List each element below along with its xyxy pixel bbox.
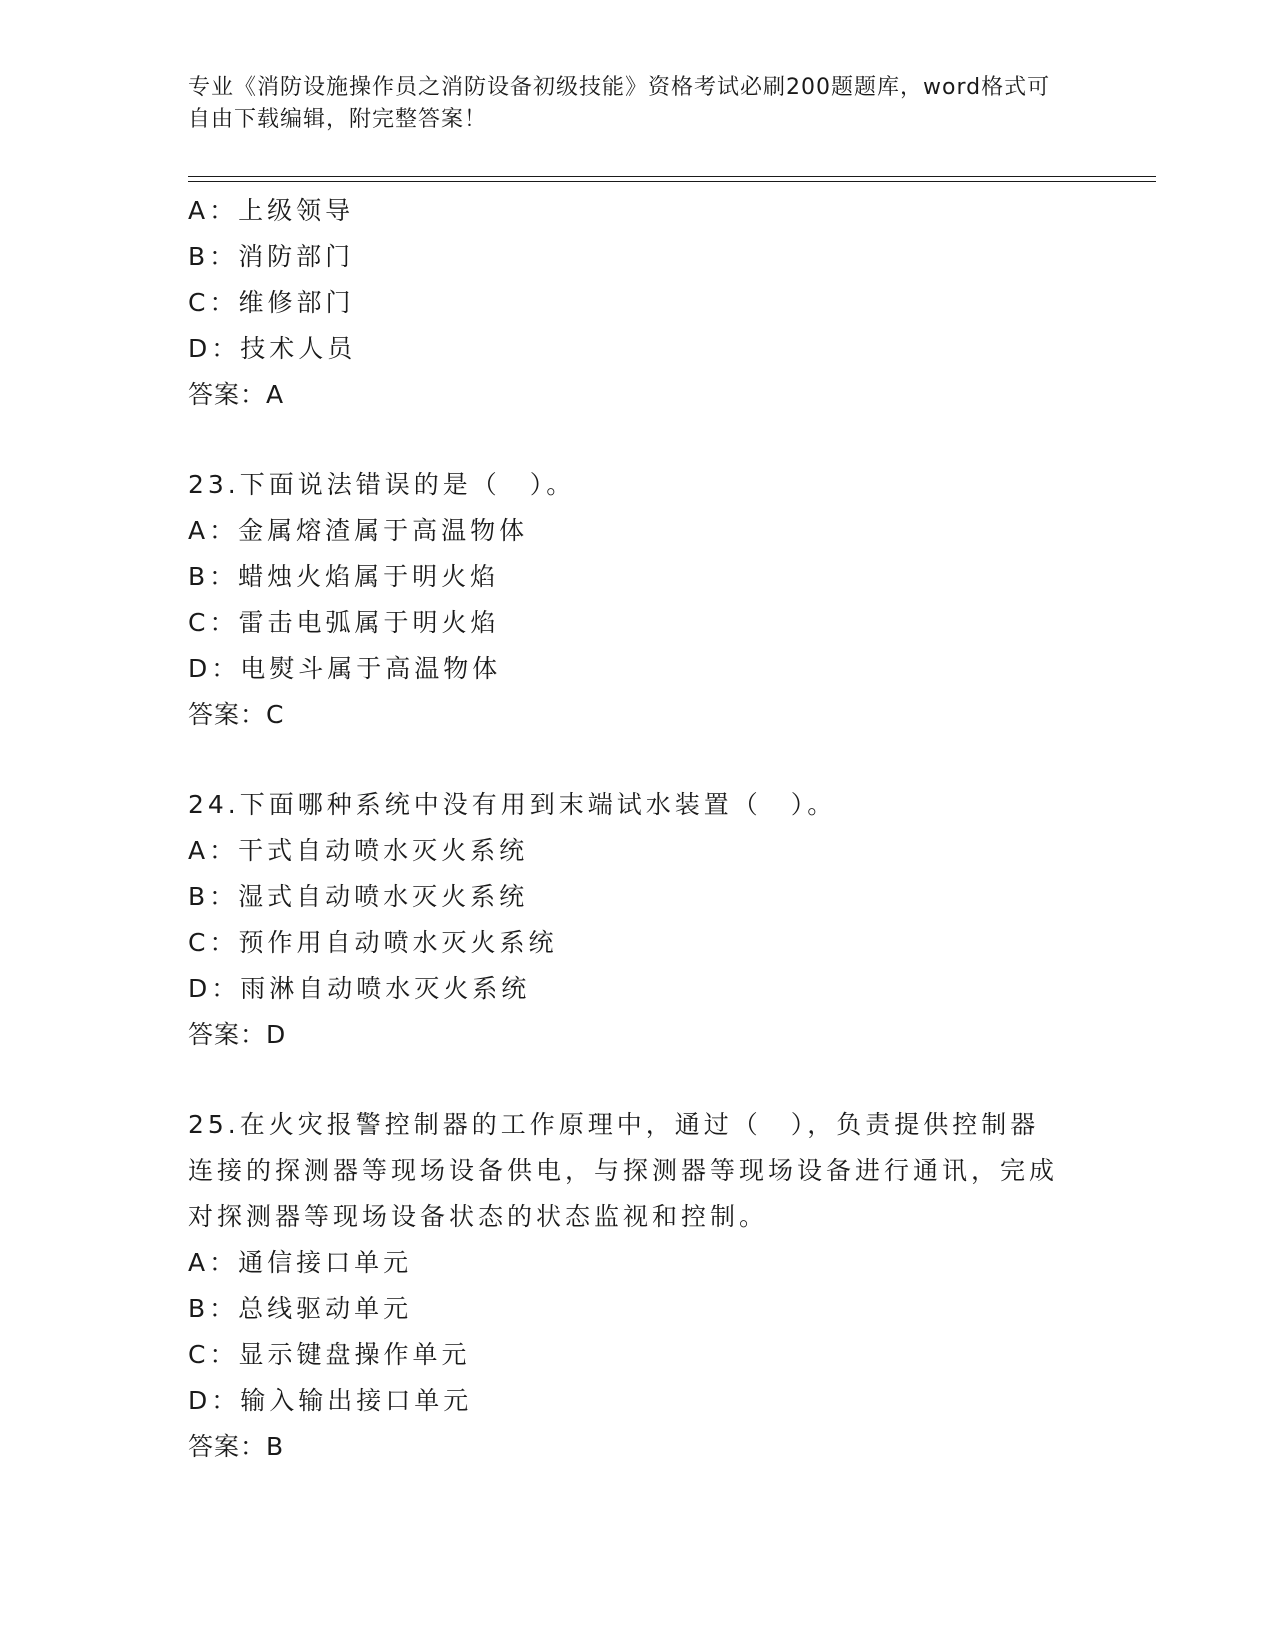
option-c: C：雷击电弧属于明火焰 [188,608,500,637]
answer-line: 答案：A [188,380,285,409]
question-block-23 [188,462,1088,738]
question-block-22 [188,188,1088,418]
question-block-25 [188,1102,1088,1470]
option-d: D：输入输出接口单元 [188,1386,473,1415]
option-a: A：干式自动喷水灭火系统 [188,836,529,865]
option-d: D：电熨斗属于高温物体 [188,654,502,683]
option-b: B：总线驱动单元 [188,1294,413,1323]
option-c: C：维修部门 [188,288,355,317]
option-a: A：通信接口单元 [188,1248,413,1277]
question-block-24 [188,782,1088,1058]
question-text: 23.下面说法错误的是（ ）。 [188,470,576,499]
option-b: B：湿式自动喷水灭火系统 [188,882,529,911]
answer-line: 答案：C [188,700,285,729]
answer-line: 答案：D [188,1020,287,1049]
option-d: D：技术人员 [188,334,357,363]
option-c: C：预作用自动喷水灭火系统 [188,928,558,957]
answer-line: 答案：B [188,1432,285,1461]
question-text: 25.在火灾报警控制器的工作原理中，通过（ ），负责提供控制器连接的探测器等现场设备供电，与探测器等现场设备进行通讯，完成对探测器等现场设备状态的状态监视和控制。 [188,1110,1059,1231]
header-divider-top [188,176,1156,177]
header-divider-bottom [188,181,1156,182]
question-text: 24.下面哪种系统中没有用到末端试水装置（ ）。 [188,790,837,819]
option-b: B：消防部门 [188,242,355,271]
document-header: 专业《消防设施操作员之消防设备初级技能》资格考试必刷200题题库，word格式可自由下载编辑，附完整答案！ [188,75,1051,132]
option-b: B：蜡烛火焰属于明火焰 [188,562,500,591]
option-a: A：上级领导 [188,196,355,225]
option-d: D：雨淋自动喷水灭火系统 [188,974,531,1003]
option-a: A：金属熔渣属于高温物体 [188,516,529,545]
question-list [188,188,1088,1470]
option-c: C：显示键盘操作单元 [188,1340,471,1369]
